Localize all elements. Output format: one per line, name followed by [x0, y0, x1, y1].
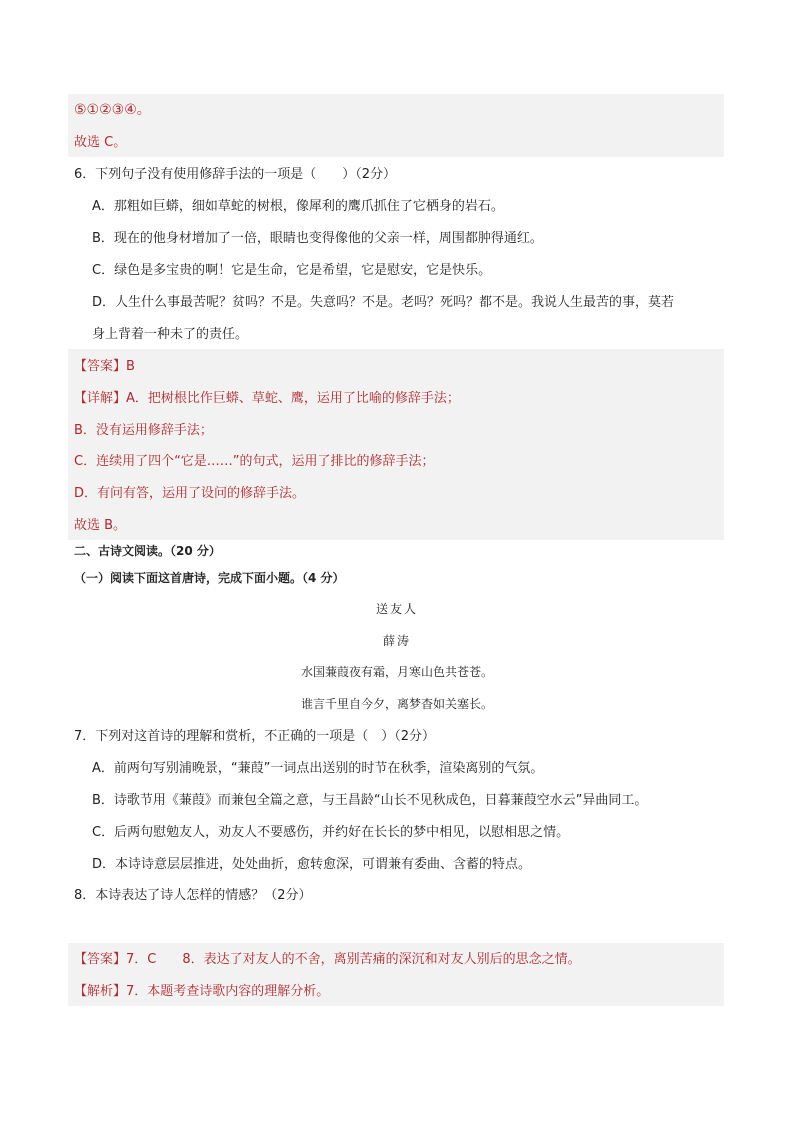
order-answer: ⑤①②③④。 — [74, 102, 151, 118]
answer-value: B — [126, 359, 135, 374]
q7-option-b: B．诗歌节用《蒹葭》而兼包全篇之意，与王昌龄“山长不见秋成色，日暮蒹葭空水云”异曲同工。 — [92, 793, 648, 808]
answer-panel-top — [68, 94, 724, 157]
q6-detail-b: B．没有运用修辞手法； — [74, 423, 213, 438]
q6-option-d: D．人生什么事最苦呢？贫吗？不是。失意吗？不是。老吗？死吗？都不是。我说人生最苦的事，莫若 — [92, 295, 675, 310]
q7-analysis — [74, 982, 329, 1002]
analysis-tag: 【解析】 — [74, 984, 127, 999]
question-7-stem: 7．下列对这首诗的理解和赏析，不正确的一项是（ ）（2分） — [74, 729, 436, 744]
detail-text: A．把树根比作巨蟒、草蛇、鹰，运用了比喻的修辞手法； — [126, 391, 460, 406]
answer-text: 7．C 8．表达了对友人的不舍，离别苦痛的深沉和对友人别后的思念之情。 — [126, 952, 581, 967]
analysis-text: 7．本题考查诗歌内容的理解分析。 — [126, 984, 330, 999]
choice-line: 故选 C。 — [74, 135, 127, 150]
question-8-stem: 8．本诗表达了诗人怎样的情感？（2分） — [74, 888, 312, 903]
q7-option-a: A．前两句写别浦晚景，“蒹葭”一词点出送别的时节在秋季，渲染离别的气氛。 — [92, 761, 544, 776]
poem-title: 送友人 — [375, 602, 418, 616]
poem-line-1: 水国蒹葭夜有霜，月寒山色共苍苍。 — [300, 665, 493, 679]
q7-option-c: C．后两句慰勉友人，劝友人不要感伤，并约好在长长的梦中相见，以慰相思之情。 — [92, 825, 570, 840]
q6-detail-a — [74, 389, 460, 409]
question-6-stem: 6．下列句子没有使用修辞手法的一项是（ ）（2分） — [74, 167, 397, 182]
answer-panel-q6 — [68, 349, 724, 540]
q7-q8-answer — [74, 950, 581, 970]
q6-answer — [74, 357, 135, 377]
detail-tag: 【详解】 — [74, 391, 127, 406]
section-heading: 二、古诗文阅读。（20 分） — [74, 544, 221, 558]
q6-option-c: C．绿色是多宝贵的啊！它是生命，它是希望，它是慰安，它是快乐。 — [92, 263, 492, 278]
answer-tag: 【答案】 — [74, 359, 127, 374]
q6-option-d-cont: 身上背着一种未了的责任。 — [92, 327, 249, 342]
q6-detail-c: C．连续用了四个“它是……”的句式，运用了排比的修辞手法； — [74, 454, 435, 469]
answer-tag: 【答案】 — [74, 952, 127, 967]
q6-choice: 故选 B。 — [74, 518, 127, 533]
q6-option-b: B．现在的他身材增加了一倍，眼睛也变得像他的父亲一样，周围都肿得通红。 — [92, 231, 543, 246]
subsection-heading: （一）阅读下面这首唐诗，完成下面小题。（4 分） — [74, 571, 345, 585]
q6-detail-d: D．有问有答，运用了设问的修辞手法。 — [74, 486, 306, 501]
poem-author: 薛涛 — [382, 634, 411, 648]
q6-option-a: A．那粗如巨蟒，细如草蛇的树根，像犀利的鹰爪抓住了它栖身的岩石。 — [92, 199, 504, 214]
poem-line-2: 谁言千里自今夕，离梦杳如关塞长。 — [300, 697, 493, 711]
q7-option-d: D．本诗诗意层层推进，处处曲折，愈转愈深，可谓兼有委曲、含蓄的特点。 — [92, 857, 532, 872]
